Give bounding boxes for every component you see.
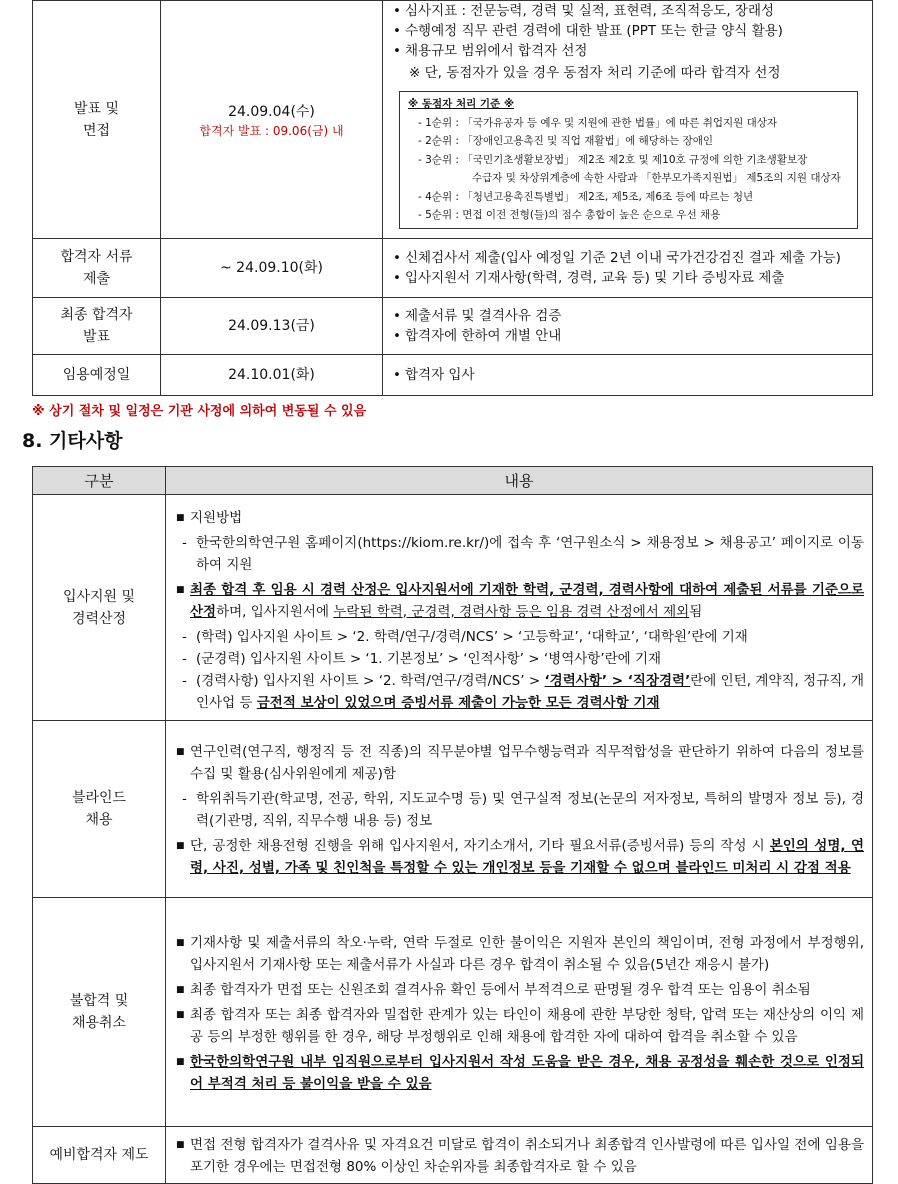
item: ■ 연구인력(연구직, 행정직 등 전 직종)의 직무분야별 업무수행능력과 직무적합성을 판단하기 위하여 다음의 정보를 수집 및 활용(심사위원에게 제공)함 <box>176 741 864 785</box>
emphasis: 본인의 성명, 연령, 사진, 성별, 가족 및 친인척을 특정할 수 있는 개인정보 등을 기재할 수 없으며 블라인드 미처리 시 감점 적용 <box>190 838 864 876</box>
item: ■ 최종 합격자가 면접 또는 신원조회 결격사유 확인 등에서 부적격으로 판명될 경우 합격 또는 임용이 취소됨 <box>176 979 864 1001</box>
schedule-row-appointment <box>33 355 873 396</box>
tie-criteria-title: ※ 동점자 처리 기준 ※ <box>408 98 515 110</box>
sub-item: - (학력) 입사지원 사이트 > ‘2. 학력/연구/경력/NCS’ > ‘고등학교’, ‘대학교’, ‘대학원’란에 기재 <box>176 626 864 648</box>
date-text: 24.09.04(수) <box>228 103 315 120</box>
sub-item <box>176 670 864 714</box>
sub-item: - 학위취득기관(학교명, 전공, 학위, 지도교수명 등) 및 연구실적 정보(논문의 저자정보, 특허의 발명자 정보 등), 경력(기관명, 직위, 직무수행 내용 등) 정보 <box>176 788 864 832</box>
row-label: 합격자 서류 제출 <box>33 239 161 298</box>
item: ■ 한국한의학연구원 내부 임직원으로부터 입사지원서 작성 도움을 받은 경우, 채용 공정성을 훼손한 것으로 인정되어 부적격 처리 등 불이익을 받을 수 있음 <box>176 1051 864 1095</box>
row-date: 24.10.01(화) <box>161 355 383 396</box>
sub-item: - 한국한의학연구원 홈페이지(https://kiom.re.kr/)에 접속 후 ‘연구원소식 > 채용정보 > 채용공고’ 페이지로 이동하여 지원 <box>176 532 864 576</box>
text: 하며, 입사지원서에 <box>216 603 334 620</box>
schedule-row-interview <box>33 1 873 239</box>
row-label: 최종 합격자 발표 <box>33 298 161 355</box>
item <box>176 579 864 623</box>
text: 됨 <box>689 603 703 620</box>
text: 단, 공정한 채용전형 진행을 위해 입사지원서, 자기소개서, 기타 필요서류(증빙서류) 등의 작성 시 <box>190 838 770 854</box>
bullet-list <box>391 248 866 288</box>
misc-row-reserve <box>33 1127 873 1184</box>
emphasis: 누락된 학력, 군경력, 경력사항 등은 임용 경력 산정에서 제외 <box>333 603 690 620</box>
misc-table <box>32 466 873 1184</box>
bullet-item: • 채용규모 범위에서 합격자 선정 <box>391 41 866 61</box>
bullet-list <box>391 306 866 346</box>
row-content <box>166 898 873 1127</box>
tie-rank: - 2순위 : 「장애인고용촉진 및 직업 재활법」에 해당하는 장애인 <box>418 135 713 147</box>
tie-rank-cont: 수급자 및 차상위계층에 속한 사람과 「한부모가족지원법」 제5조의 지원 대상자 <box>472 172 841 184</box>
item: ■ 기재사항 및 제출서류의 착오·누락, 연락 두절로 인한 불이익은 지원자 본인의 책임이며, 전형 과정에서 부정행위, 입사지원서 기재사항 또는 제출서류가 사실과 다른 경우 합격이 취소될 수 있음(5년간 재응시 불가) <box>176 932 864 976</box>
row-content <box>166 721 873 898</box>
schedule-row-final <box>33 298 873 355</box>
row-content <box>383 298 873 355</box>
row-content <box>166 495 873 721</box>
bullet-item: • 신체검사서 제출(입사 예정일 기준 2년 이내 국가건강검진 결과 제출 가능) <box>391 248 866 268</box>
row-date <box>161 1 383 239</box>
bullet-item: • 제출서류 및 결격사유 검증 <box>391 306 866 326</box>
row-content <box>383 1 873 239</box>
row-content <box>383 355 873 396</box>
tie-note: ※ 단, 동점자가 있을 경우 동점자 처리 기준에 따라 합격자 선정 <box>409 65 781 81</box>
item: ■ 최종 합격자 또는 최종 합격자와 밀접한 관계가 있는 타인이 채용에 관한 부당한 청탁, 압력 또는 재산상의 이익 제공 등의 부정한 행위를 한 경우, 해당 부정행위로 인해 채용에 합격한 자에 대하여 합격을 취소할 수 있음 <box>176 1004 864 1048</box>
misc-row-apply <box>33 495 873 721</box>
row-label: 입사지원 및 경력산정 <box>33 495 166 721</box>
misc-row-blind <box>33 721 873 898</box>
tie-criteria-box <box>399 91 858 229</box>
row-label: 예비합격자 제도 <box>33 1127 166 1184</box>
row-content <box>166 1127 873 1184</box>
emphasis: 금전적 보상이 있었으며 증빙서류 제출이 가능한 모든 경력사항 기재 <box>256 694 660 711</box>
bullet-item: • 수행예정 직무 관련 경력에 대한 발표 (PPT 또는 한글 양식 활용) <box>391 21 866 41</box>
bullet-item: • 입사지원서 기재사항(학력, 경력, 교육 등) 및 기타 증빙자료 제출 <box>391 268 866 288</box>
text: (경력사항) 입사지원 사이트 > ‘2. 학력/연구/경력/NCS’ > <box>196 672 545 689</box>
misc-header-row <box>33 467 873 495</box>
header-category: 구분 <box>33 467 166 495</box>
sub-item: - (군경력) 입사지원 사이트 > ‘1. 기본정보’ > ‘인적사항’ > ‘병역사항’란에 기재 <box>176 648 864 670</box>
row-label: 임용예정일 <box>33 355 161 396</box>
row-label: 발표 및 면접 <box>33 1 161 239</box>
emphasis: ‘경력사항’ > ‘직장경력’ <box>544 672 691 689</box>
item: ■ 지원방법 <box>176 507 864 529</box>
announce-note: 합격자 발표 : 09.06(금) 내 <box>199 123 344 138</box>
header-content: 내용 <box>166 467 873 495</box>
schedule-row-documents <box>33 239 873 298</box>
misc-row-cancel <box>33 898 873 1127</box>
section-title: 8. 기타사항 <box>22 430 123 452</box>
row-date: 24.09.13(금) <box>161 298 383 355</box>
emphasis: 최종 합격 후 임용 시 경력 산정은 입사지원서에 기재한 학력, 군경력, 경력사항에 대하여 제출된 서류를 기준으로 산정 <box>190 581 864 620</box>
tie-rank: - 5순위 : 면접 이전 전형(들)의 점수 총합이 높은 순으로 우선 채용 <box>418 209 721 221</box>
bullet-item: • 심사지표 : 전문능력, 경력 및 실적, 표현력, 조직적응도, 장래성 <box>391 1 866 21</box>
tie-rank: - 1순위 : 「국가유공자 등 예우 및 지원에 관한 법률」에 따른 취업지원 대상자 <box>418 116 778 129</box>
row-label: 불합격 및 채용취소 <box>33 898 166 1127</box>
text: 란에 인턴, 계약직, 정규직, 개인사업 등 <box>196 672 864 711</box>
item <box>176 835 864 879</box>
item: ■ 면접 전형 합격자가 결격사유 및 자격요건 미달로 합격이 취소되거나 최종합격 인사발령에 따른 입사일 전에 임용을 포기한 경우에는 면접전형 80% 이상인 차순위자를 최종합격자로 할 수 있음 <box>176 1134 864 1178</box>
row-label: 블라인드 채용 <box>33 721 166 898</box>
bullet-item: • 합격자에 한하여 개별 안내 <box>391 326 866 346</box>
bullet-list <box>391 365 866 385</box>
row-content <box>383 239 873 298</box>
schedule-change-notice: ※ 상기 절차 및 일정은 기관 사정에 의하여 변동될 수 있음 <box>32 404 367 419</box>
tie-rank: - 4순위 : 「청년고용촉진특별법」 제2조, 제5조, 제6조 등에 따르는 청년 <box>418 190 754 203</box>
row-date: ~ 24.09.10(화) <box>161 239 383 298</box>
tie-rank: - 3순위 : 「국민기초생활보장법」 제2조 제2호 및 제10호 규정에 의한 기초생활보장 <box>418 153 808 166</box>
bullet-item: • 합격자 입사 <box>391 365 866 385</box>
schedule-table <box>32 0 873 396</box>
bullet-list <box>391 1 866 61</box>
